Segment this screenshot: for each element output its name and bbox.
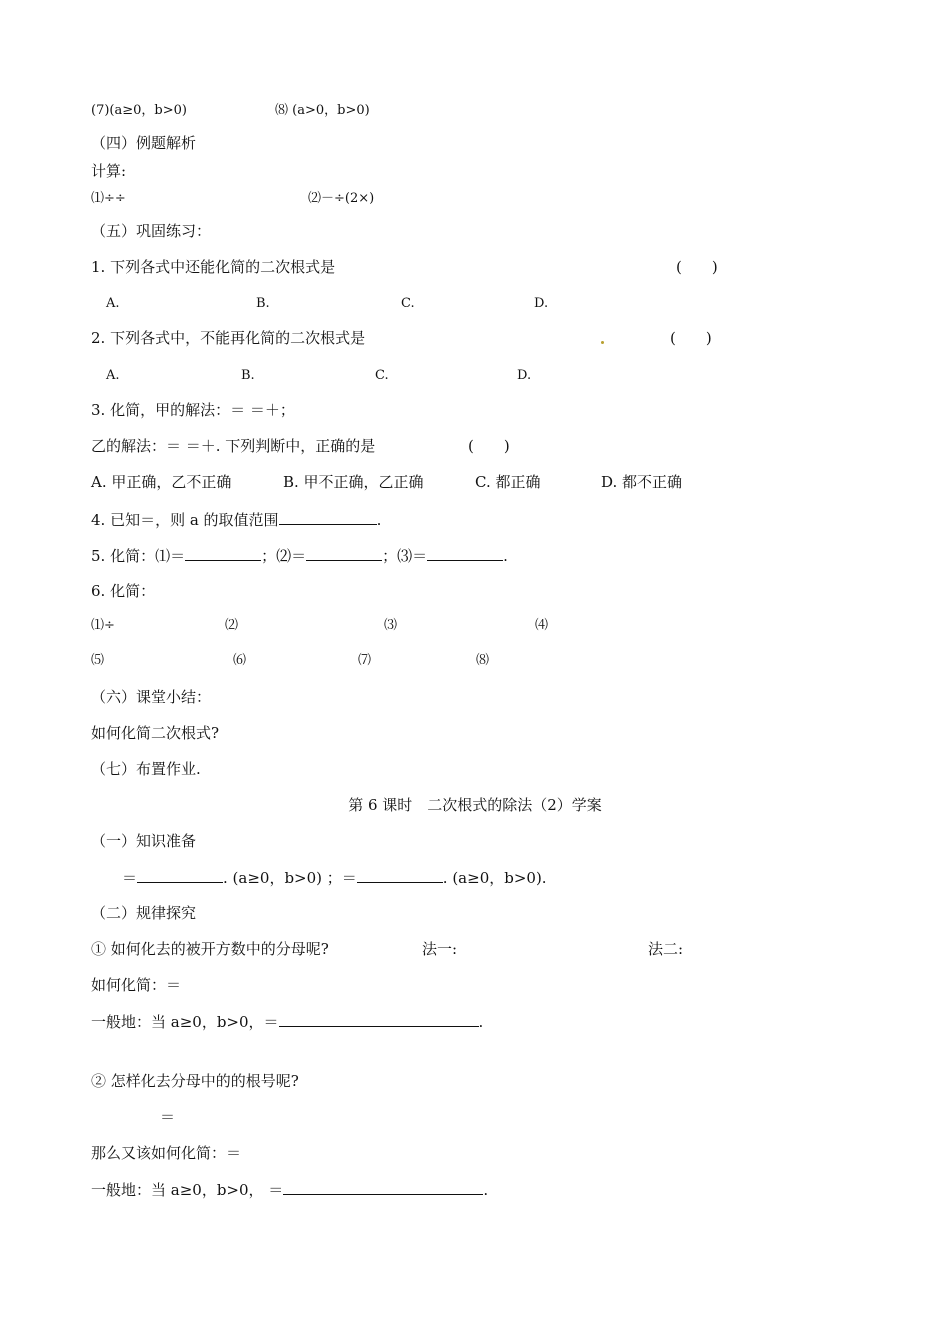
knowledge-cond-2: . (a≥0，b>0). [442, 869, 547, 887]
q1-option-d[interactable]: D. [534, 296, 549, 311]
q1-option-c[interactable]: C. [401, 296, 415, 311]
q1-text: 1. 下列各式中还能化简的二次根式是 [91, 258, 336, 276]
rule-general-2-end: . [483, 1181, 489, 1199]
knowledge-blank-1[interactable] [137, 866, 223, 883]
lesson-title: 第 6 课时 二次根式的除法（2）学案 [348, 796, 602, 814]
rule-question-2: ② 怎样化去分母中的的根号呢? [91, 1072, 299, 1090]
section-7-heading: （七）布置作业. [91, 760, 201, 778]
q6-item-6: ⑹ [233, 653, 247, 668]
section-5-heading: （五）巩固练习： [91, 222, 212, 240]
q5-part-3: ；⑶＝ [382, 547, 428, 565]
knowledge-heading: （一）知识准备 [91, 832, 197, 850]
q2-option-b[interactable]: B. [241, 368, 255, 383]
section-4-heading: （四）例题解析 [91, 134, 197, 152]
q3-option-c[interactable]: C. 都正确 [475, 473, 541, 491]
q6-item-5: ⑸ [91, 653, 105, 668]
q6-label: 6. 化简： [91, 582, 156, 600]
knowledge-blank-2[interactable] [357, 866, 443, 883]
q4-blank[interactable] [279, 508, 377, 525]
q5-part-1: 5. 化简：⑴＝ [91, 547, 186, 565]
q6-item-2: ⑵ [225, 618, 239, 633]
rule-simplify-2: 那么又该如何化简：＝ [91, 1144, 242, 1162]
example-1: ⑴÷÷ [91, 191, 126, 206]
q1-option-a[interactable]: A. [106, 296, 120, 311]
rule-heading: （二）规律探究 [91, 904, 197, 922]
rule-eq-2: ＝ [160, 1108, 176, 1126]
q4-text: 4. 已知＝，则 a 的取值范围 [91, 511, 279, 529]
item-7: (7)(a≥0，b>0) [91, 103, 187, 118]
q3-answer-paren: ( ) [468, 437, 510, 455]
q4-line [91, 508, 381, 530]
rule-general-2-text: 一般地：当 a≥0，b>0， ＝ [91, 1181, 284, 1199]
q3-option-a[interactable]: A. 甲正确，乙不正确 [91, 473, 232, 491]
summary-question: 如何化简二次根式? [91, 724, 220, 742]
q1-answer-paren: ( ) [676, 258, 718, 276]
example-2: ⑵－÷(2×) [308, 191, 375, 206]
rule-general-1-text: 一般地：当 a≥0，b>0，＝ [91, 1013, 279, 1031]
rule-simplify-1: 如何化简：＝ [91, 976, 182, 994]
q5-end: . [503, 547, 508, 565]
q3-line-1: 3. 化简，甲的解法：＝ ＝＋； [91, 401, 295, 419]
q3-option-d[interactable]: D. 都不正确 [601, 473, 683, 491]
q2-option-d[interactable]: D. [517, 368, 532, 383]
q2-option-c[interactable]: C. [375, 368, 389, 383]
q2-option-a[interactable]: A. [106, 368, 120, 383]
rule-general-1-blank[interactable] [279, 1010, 479, 1027]
q6-item-1: ⑴÷ [91, 618, 115, 633]
q5-blank-1[interactable] [185, 544, 261, 561]
q5-part-2: ；⑵＝ [261, 547, 307, 565]
rule-general-2-blank[interactable] [283, 1178, 483, 1195]
q6-item-8: ⑻ [476, 653, 490, 668]
q1-option-b[interactable]: B. [256, 296, 270, 311]
knowledge-eq-1: ＝ [122, 869, 138, 887]
stray-dot [601, 341, 604, 344]
q6-item-3: ⑶ [384, 618, 398, 633]
q5-blank-3[interactable] [427, 544, 503, 561]
knowledge-cond-1: . (a≥0，b>0) ；＝ [223, 869, 357, 887]
rule-general-1-end: . [478, 1013, 484, 1031]
rule-question-1: ① 如何化去的被开方数中的分母呢? [91, 940, 329, 958]
section-6-heading: （六）课堂小结： [91, 688, 212, 706]
q5-line [91, 544, 508, 566]
q4-end: . [376, 511, 382, 529]
q3-line-2: 乙的解法：＝ ＝＋. 下列判断中，正确的是 [91, 437, 376, 455]
q6-item-7: ⑺ [358, 653, 372, 668]
method-2: 法二: [648, 940, 684, 958]
rule-general-1 [91, 1010, 483, 1032]
q3-option-b[interactable]: B. 甲不正确，乙正确 [283, 473, 424, 491]
q2-answer-paren: ( ) [670, 329, 712, 347]
calc-label: 计算: [91, 162, 127, 180]
q6-item-4: ⑷ [535, 618, 549, 633]
item-8: ⑻ (a>0，b>0) [275, 103, 370, 118]
method-1: 法一: [422, 940, 458, 958]
rule-general-2 [91, 1178, 488, 1200]
knowledge-line [122, 866, 547, 888]
q5-blank-2[interactable] [306, 544, 382, 561]
q2-text: 2. 下列各式中，不能再化简的二次根式是 [91, 329, 366, 347]
